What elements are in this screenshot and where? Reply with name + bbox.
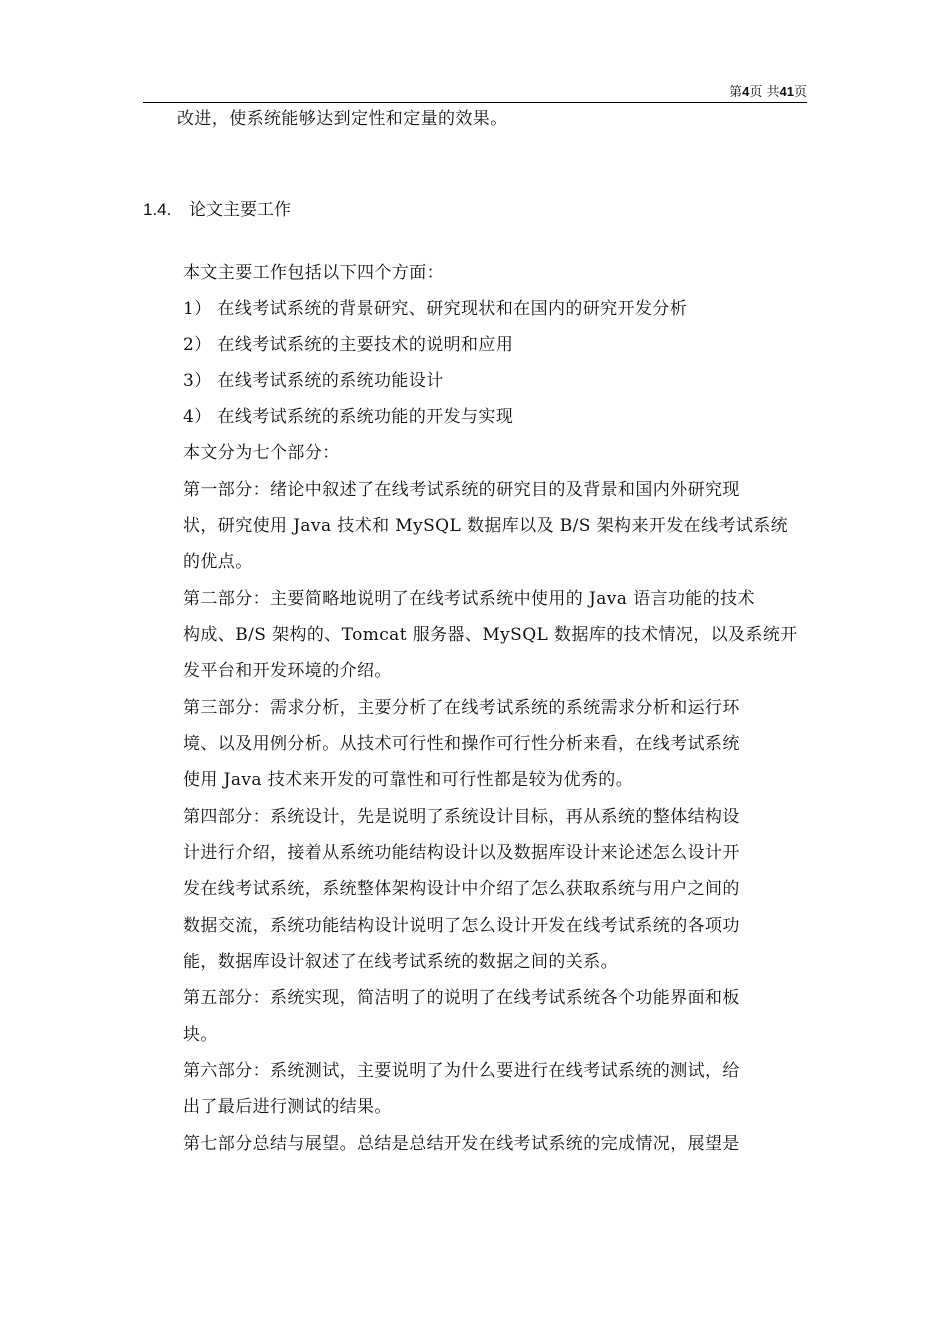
- paragraph-line: 第一部分：绪论中叙述了在线考试系统的研究目的及背景和国内外研究现: [183, 480, 740, 500]
- paragraph-line: 数据交流，系统功能结构设计说明了怎么设计开发在线考试系统的各项功: [183, 916, 740, 936]
- paragraph-line: 能，数据库设计叙述了在线考试系统的数据之间的关系。: [183, 952, 618, 972]
- page-current: 4: [742, 84, 750, 99]
- list-item: 3） 在线考试系统的系统功能设计: [183, 371, 444, 391]
- parts-intro-line: 本文分为七个部分：: [183, 443, 340, 463]
- paragraph-line: 出了最后进行测试的结果。: [183, 1097, 392, 1117]
- section-heading: [143, 198, 291, 222]
- intro-line: 本文主要工作包括以下四个方面：: [183, 263, 444, 283]
- paragraph-line: 计进行介绍，接着从系统功能结构设计以及数据库设计来论述怎么设计开: [183, 843, 740, 863]
- paragraph-line: 使用 Java 技术来开发的可靠性和可行性都是较为优秀的。: [183, 770, 634, 790]
- section-title: 论文主要工作: [189, 200, 291, 219]
- page-total: 41: [779, 84, 794, 99]
- page-header: [143, 80, 807, 103]
- list-item: 2） 在线考试系统的主要技术的说明和应用: [183, 335, 514, 355]
- section-number: 1.4.: [143, 200, 172, 219]
- paragraph-line: 第七部分总结与展望。总结是总结开发在线考试系统的完成情况，展望是: [183, 1134, 740, 1154]
- paragraph-line: 第五部分：系统实现，简洁明了的说明了在线考试系统各个功能界面和板: [183, 988, 740, 1008]
- paragraph-line: 发在线考试系统，系统整体架构设计中介绍了怎么获取系统与用户之间的: [183, 879, 740, 899]
- paragraph-line: 构成、B/S 架构的、Tomcat 服务器、MySQL 数据库的技术情况，以及系统开: [183, 625, 798, 645]
- page-prefix: 第: [729, 85, 743, 100]
- paragraph-line: 块。: [183, 1025, 218, 1045]
- list-item: 1） 在线考试系统的背景研究、研究现状和在国内的研究开发分析: [183, 299, 688, 319]
- paragraph-line: 发平台和开发环境的介绍。: [183, 661, 392, 681]
- page-mid: 页 共: [749, 85, 780, 100]
- paragraph-line: 境、以及用例分析。从技术可行性和操作可行性分析来看，在线考试系统: [183, 734, 740, 754]
- paragraph-line: 第四部分：系统设计，先是说明了系统设计目标，再从系统的整体结构设: [183, 807, 740, 827]
- page-number: [729, 84, 807, 101]
- paragraph-line: 的优点。: [183, 552, 253, 572]
- list-item: 4） 在线考试系统的系统功能的开发与实现: [183, 407, 514, 427]
- paragraph-line: 第六部分：系统测试，主要说明了为什么要进行在线考试系统的测试，给: [183, 1061, 740, 1081]
- paragraph-line: 第二部分：主要简略地说明了在线考试系统中使用的 Java 语言功能的技术: [183, 589, 755, 609]
- paragraph-line: 状，研究使用 Java 技术和 MySQL 数据库以及 B/S 架构来开发在线考试系统: [183, 516, 789, 536]
- carry-over-line: 改进，使系统能够达到定性和定量的效果。: [177, 109, 508, 129]
- page-suffix: 页: [793, 85, 807, 100]
- paragraph-line: 第三部分：需求分析，主要分析了在线考试系统的系统需求分析和运行环: [183, 698, 740, 718]
